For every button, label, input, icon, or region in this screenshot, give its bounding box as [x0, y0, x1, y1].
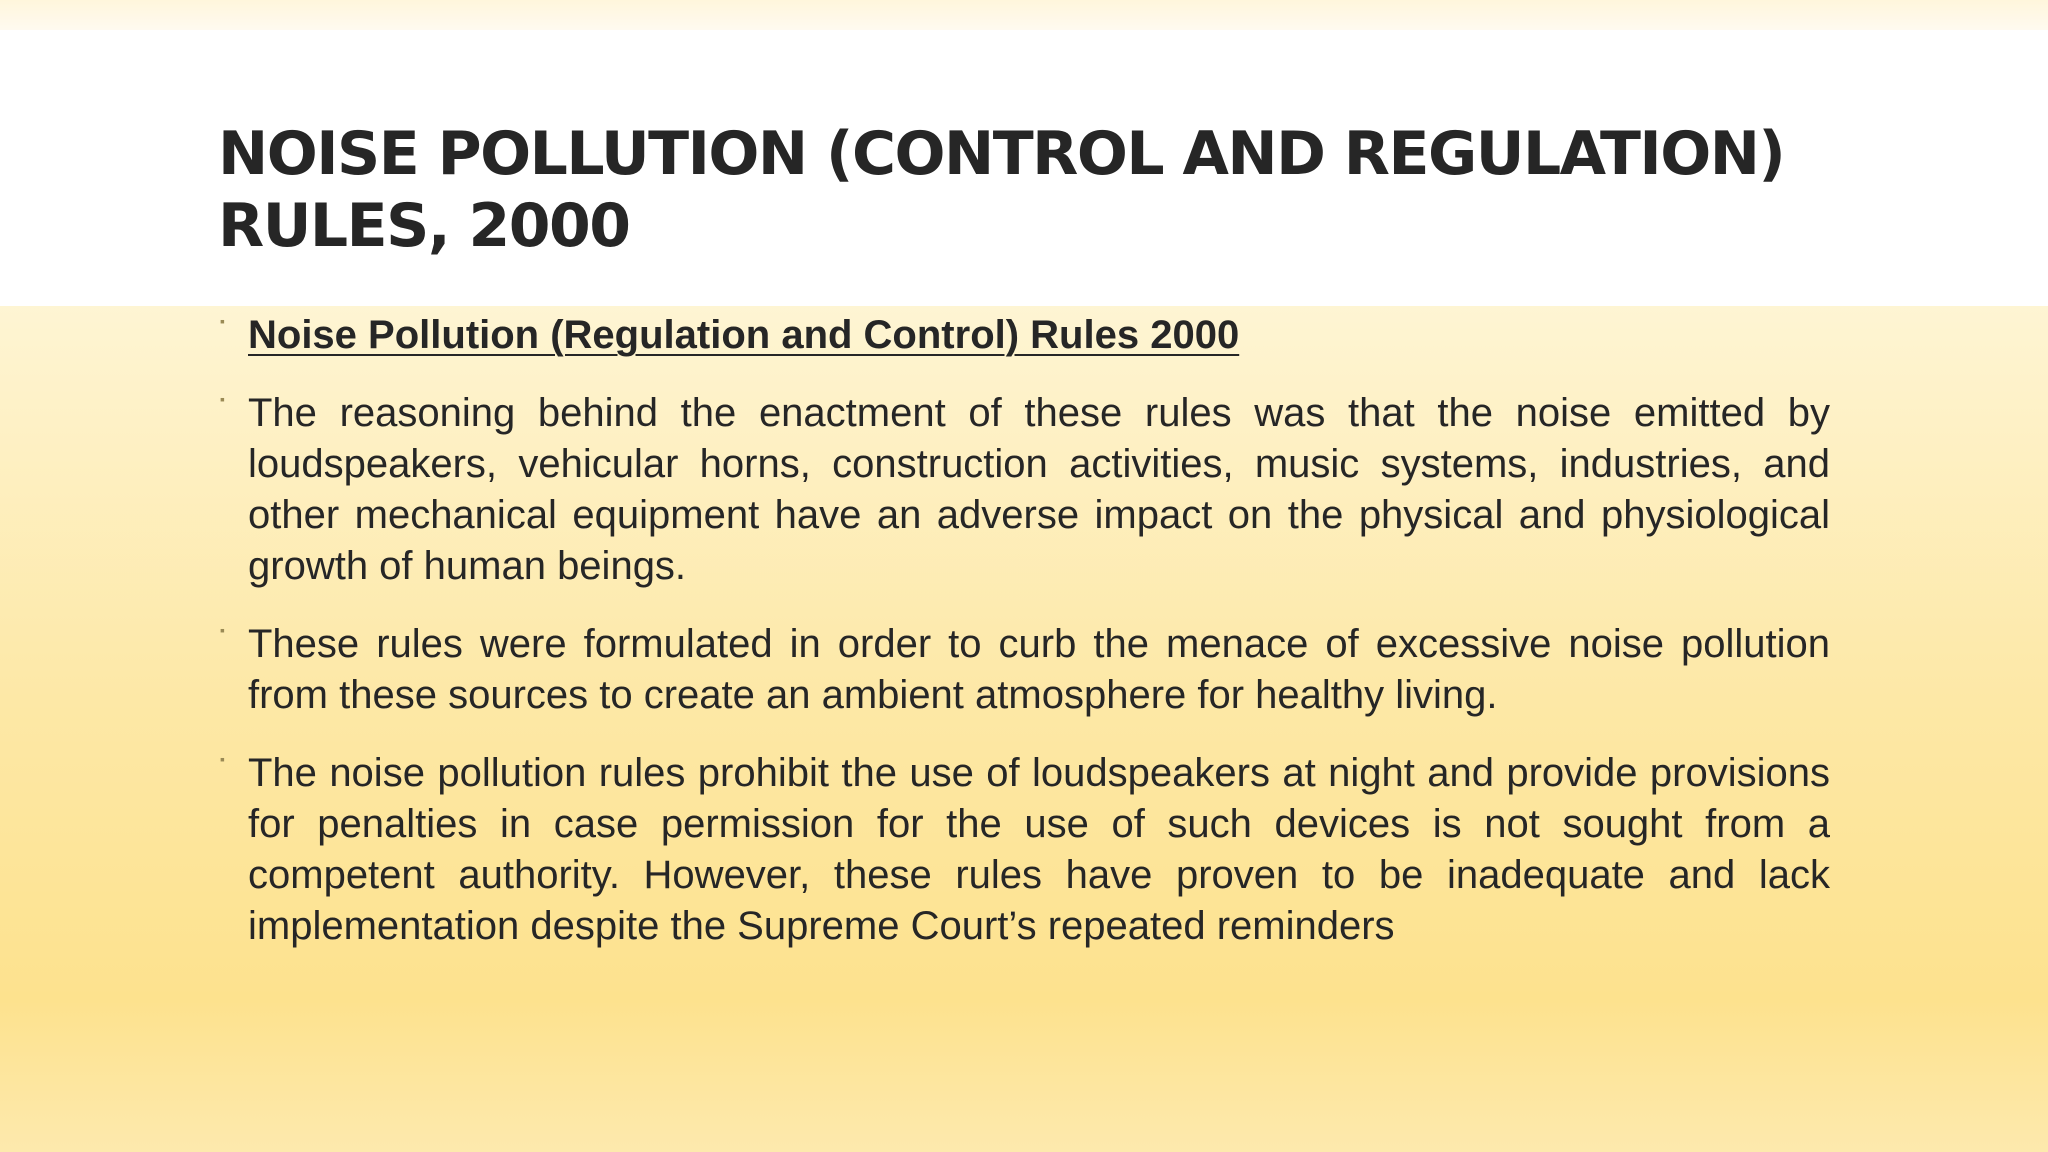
- bullet-item-provisions: [218, 748, 1830, 952]
- bullet-text: These rules were formulated in order to curb the menace of excessive noise pollution from these sources to create an ambient atmosphere for healthy living.: [248, 622, 1830, 717]
- bullet-marker-icon: ▪: [220, 313, 225, 329]
- bullet-marker-icon: ▪: [220, 622, 225, 638]
- bullet-heading-text: Noise Pollution (Regulation and Control) Rules 2000: [248, 313, 1240, 357]
- bullet-item-purpose: [218, 619, 1830, 721]
- bullet-text: The noise pollution rules prohibit the use of loudspeakers at night and provide provisions for penalties in case permission for the use of such devices is not sought from a competent authority. However, these rules have proven to be inadequate and lack implementation despite the Supreme Court’s repeated reminders: [248, 751, 1830, 948]
- bullet-list: [218, 310, 1830, 979]
- bullet-marker-icon: ▪: [220, 751, 225, 767]
- bullet-text: The reasoning behind the enactment of these rules was that the noise emitted by loudspeakers, vehicular horns, construction activities, music systems, industries, and other mechanical equipment have an adverse impact on the physical and physiological growth of human beings.: [248, 391, 1830, 588]
- slide-title: NOISE POLLUTION (CONTROL AND REGULATION) RULES, 2000: [218, 119, 1785, 261]
- bullet-marker-icon: ▪: [220, 391, 225, 407]
- bullet-item-heading: [218, 310, 1830, 361]
- top-strip: [0, 0, 2048, 30]
- bullet-item-reasoning: [218, 388, 1830, 592]
